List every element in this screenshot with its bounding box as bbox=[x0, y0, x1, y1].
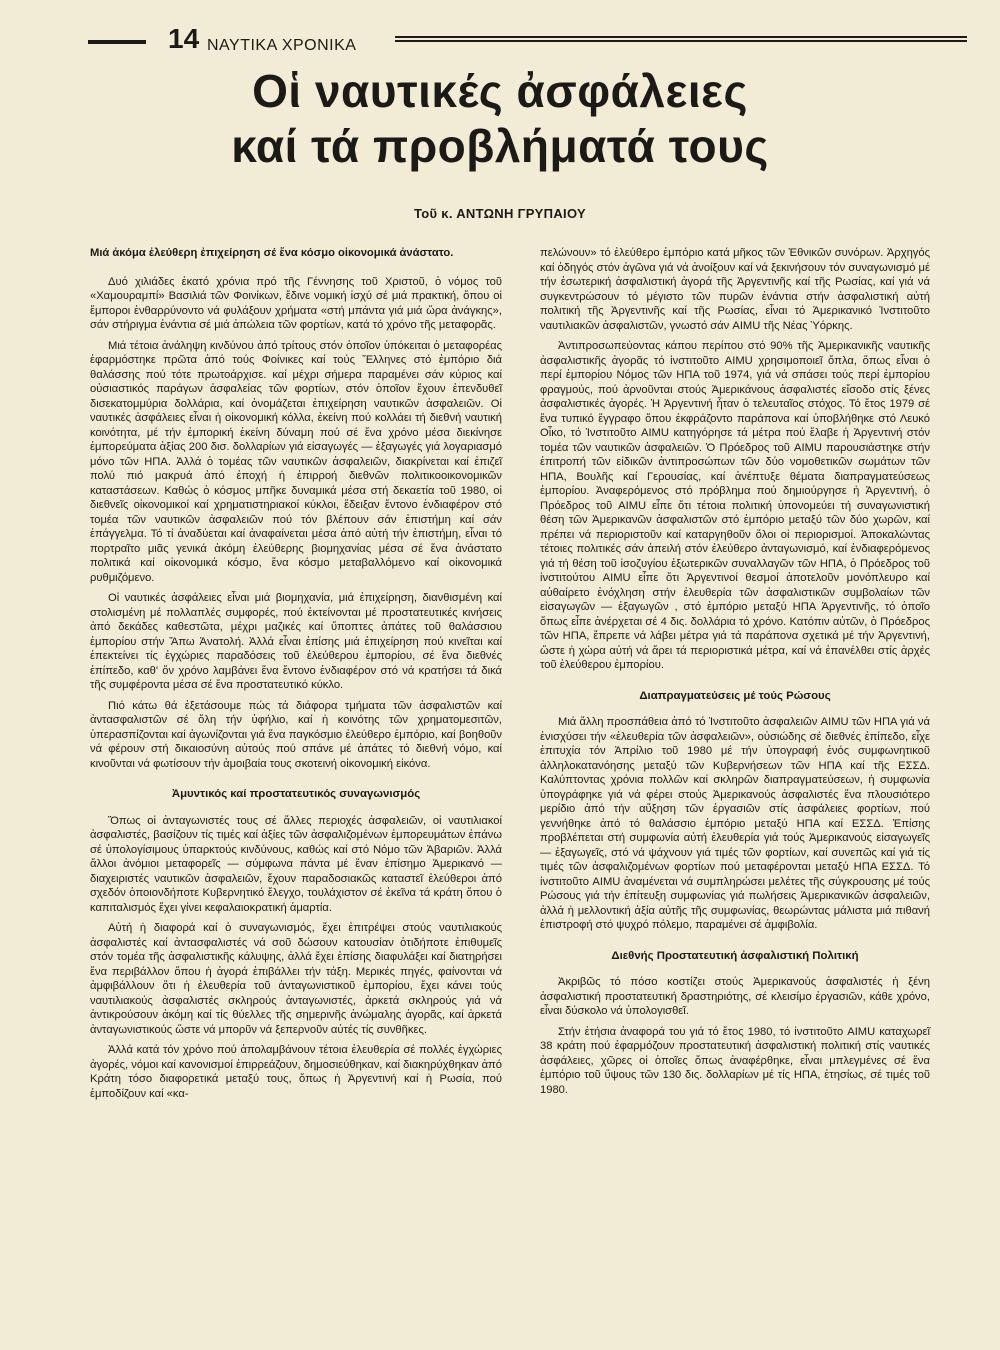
paragraph: Ἀκριβῶς τό πόσο κοστίζει στούς Ἀμερικανούς ἀσφαλιστές ἡ ξένη ἀσφαλιστική προστατευτική δραστηριότης, σέ κλεισίμο ἐργασιῶν, κάθε χρόνο, εἶναι δύσκολο νά ὑπολογισθεῖ. bbox=[540, 976, 930, 1017]
paragraph: Αὐτή ἡ διαφορά καί ὁ συναγωνισμός, ἔχει ἐπιτρέψει στούς ναυτιλιακούς ἀσφαλιστές καί ἀντασφαλιστές νά σοῦ δώσουν κατουσίαν ὁτιδήποτε ἐπιθυμεῖς στόν τομέα τῆς ἀσφαλιστικῆς κάλυψης, ἀλλά ἔχει ἐπίσης διαφυλάξει καί διατηρήσει ἕνα περιβάλλον ὅπου ἡ ἀγορά ἐπιβάλλει τήν τάξη. Μερικές πηγές, φαίνονται νά ἀμφιβάλλουν ὅτι ἡ ἐλευθερία τοῦ ἀνταγωνιστικοῦ ἐμπορίου, ἔχει κάνει τούς ναυτιλιακούς ἀσφαλιστές σκληρούς ἀνταγωνιστές, ἀρκετά σκληρούς γιά νά ἀντικρούσουν ἀκόμη καί τίς θύελλες τῆς σημερινῆς ἀνώμαλης ἀγορᾶς, καί ἀρκετά ἀνταγωνιστικούς ὥστε νά μπορῦν νά ξεπερνοῦν αὐτές τίς συνθῆκες. bbox=[90, 922, 502, 1036]
paragraph: Στήν ἐτήσια ἀναφορά του γιά τό ἔτος 1980, τό ἰνστιτοῦτο AIMU καταχωρεῖ 38 κράτη πού ἐφαρμόζουν προστατευτική ἀσφαλιστική πολιτική στίς ναυτικές ἀσφάλειες, χῶρες οἱ ὁποῖες ὅπως ἀναφέρθηκε, εἶναι μπλεγμένες σέ ἕνα ἐμπόριο τοῦ ὕψους τῶν 130 δις. δολλαρίων μέ τίς ΗΠΑ, ἐτησίως, σέ τιμές τοῦ 1980. bbox=[540, 1025, 930, 1096]
subheading: Διαπραγματεύσεις μέ τούς Ρώσους bbox=[639, 689, 831, 702]
article-lede: Μιά ἀκόμα ἐλεύθερη ἐπιχείρηση σέ ἕνα κόσμο οἰκονομικά ἀνάστατο. bbox=[90, 247, 454, 259]
author-byline: Τοῦ κ. ΑΝΤΩΝΗ ΓΡΥΠΑΙΟΥ bbox=[414, 206, 586, 221]
title-line-2: καί τά προβλήματά τους bbox=[231, 120, 769, 172]
paragraph: Πιό κάτω θά ἐξετάσουμε πώς τά διάφορα τμήματα τῶν ἀσφαλιστῶν καί ἀντασφαλιστῶν σέ ὅλη τήν ὑφήλιο, καί ἡ κοινότης τῶν χρηματομεσιτῶν, ὑπερασπίζονται καί ἀγωνίζονται γιά ἕνα παγκόσμιο ἐλεύθερο ἐμπόριο, καί βοηθοῦν νά φέρουν στή δικαιοσύνη αὐτούς πού σπάνε μέ ἀπάτες τό διεθνή νόμο, καί κινοῦνται νά φωτίσουν τήν ἀμοιβαία τους σκοτεινή οἰκονομική εἰκόνα. bbox=[90, 699, 502, 770]
magazine-name: ΝΑΥΤΙΚΑ ΧΡΟΝΙΚΑ bbox=[207, 37, 357, 54]
left-column bbox=[90, 246, 502, 1107]
paragraph: πελώνουν» τό ἐλεύθερο ἐμπόριο κατά μῆκος τῶν Ἐθνικῶν συνόρων. Ἀρχηγός καί ὁδηγός στόν ἀγῶνα γιά νά ἀνοίξουν καί νά ξεκινήσουν τόν συναγωνισμό μέ τήν ἐσωτερική ἀσφαλιστική ἀγορά τῆς Ἀργεντινῆς καί τῆς Ρωσίας, καί γιά νά συγκεντρώσουν τό μέγιστο τῶν πυρῶν ἐνάντια στήν ἀσφαλιστική αὐτή πολιτική τῆς Ἀργεντινῆς καί τῆς Ρωσίας, εἶναι τό Ἀμερικανικό Ἰνστιτοῦτο ναυτιλιακῶν ἀσφαλιστῶν, γνωστό σάν AIMU τῆς Νέας Ὑόρκης. bbox=[540, 247, 930, 332]
paragraph: Μιά ἄλλη προσπάθεια ἀπό τό Ἰνστιτοῦτο ἀσφαλειῶν AIMU τῶν ΗΠΑ γιά νά ἐνισχύσει τήν «ἐλευθερία τῶν ἀσφαλειῶν», οὐσιώδης σέ διεθνές ἐπίπεδο, εἶχε ἐπιτυχία τόν Ἀπρίλιο τοῦ 1980 μέ τήν ὑπογραφή ἑνός συμφωνητικοῦ ἀλληλοκατανόησης μεταξύ τῶν Κυβερνήσεων τῶν ΗΠΑ καί τῆς ΕΣΣΔ. Καλύπτοντας χρόνια πολλῶν καί σκληρῶν διαπραγματεύσεων, ἡ συμφωνία ὑπογράφηκε γιά νά φέρει στούς Ἀμερικανούς ἀσφαλιστές ἕνα πλουσιότερο μερίδιο ἀπό τήν αὔξηση τῶν ἐργασιῶν στίς ἀσφάλειες φορτίων, πού γεννήθηκε ἀπό τό θαλάσσιο ἐμπόριο μεταξύ ΗΠΑ καί ΕΣΣΔ. Ἐπίσης προβλέπεται στή συμφωνία αὐτή ἐλευθερία γιά τούς Ἀμερικανούς εἰσαγωγεῖς — ἐξαγωγεῖς, στό νά ψάχνουν γιά τιμές τῶν φορτίων, καί συνεπῶς καί γιά τίς τιμές τῶν ἀσφαλιζομένων φορτίων πού μεταφέρονται μεταξύ ΗΠΑ ΕΣΣΔ. Τό ἰνστιτοῦτο AIMU ἀναμένεται νά συμπληρώσει μελέτες τῆς σύγκρουσης μέ τούς Ρώσους γιά τήν ἐπίτευξη συμφωνίας γιά πωλήσεις Ἀμερικανικῶν ἀσφαλειῶν, ἀλλά ἡ μελλοντική ἀξία αὐτῆς τῆς συμφωνίας, θεωρώντας μάλιστα μιά πιθανή ἐπιστροφή στό ψυχρό πόλεμο, παραμένει σέ ἀμφιβολία. bbox=[540, 716, 930, 931]
subheading: Διεθνής Προστατευτική ἀσφαλιστική Πολιτική bbox=[611, 949, 859, 962]
paragraph: Ἀλλά κατά τόν χρόνο πού ἀπολαμβάνουν τέτοια ἐλευθερία σέ πολλές ἐγχώριες ἀγορές, νόμοι καί κανονισμοί ἐπιρρεάζουν, δημοσιεύθηκαν, καί διακηρύχθηκαν ἀπό Κράτη τόσο διαφορετικά μεταξύ τους, ὅπως ἡ Ἀργεντινή καί ἡ Ρωσία, πού ἐμποδίζουν καί «κα- bbox=[90, 1044, 502, 1100]
article-title bbox=[0, 64, 1000, 174]
paragraph: Οἱ ναυτικές ἀσφάλειες εἶναι μιά βιομηχανία, μιά ἐπιχείρηση, διανθισμένη καί στολισμένη μέ πολλαπλές συμφορές, πού ἐκτείνονται μέ προστατευτικές κινήσεις ἀπό δεκάδες καθεστῶτα, μέχρι μαζικές καί ὕποπτες ἀπάτες τοῦ θαλάσσιου ἐμπορίου στήν Ἄπω Ἀνατολή. Ἀλλά εἶναι ἐπίσης μιά ἐπιχείρηση πού κινεῖται καί ἐπεκτείνει τίς ἐγχώριες παραδόσεις τοῦ ἐλεύθερου ἐμπορίου, σέ ἕνα διεθνές ἐπίπεδο, καθ' ὅν χρόνο λαμβάνει ἕνα ἔντονο ἐνδιαφέρον στό νά κρατήσει τά δικά τῆς συμφέροντα μέσα σέ ἕνα προστατευτικό κύκλο. bbox=[90, 592, 502, 691]
paragraph: Ἀντιπροσωπεύοντας κάπου περίπου στό 90% τῆς Ἀμερικανικῆς ναυτικῆς ἀσφαλιστικῆς ἀγορᾶς τό ἰνστιτοῦτο AIMU χρησιμοποιεῖ ὅπλα, ὅπως εἶναι ὁ περί ἐμπορίου Νόμος τῶν ΗΠΑ τοῦ 1974, γιά νά σπάσει τούς περί ἐμπορίου φραγμούς, πού ἀρνοῦνται στούς Ἀμερικάνους ἀσφαλιστές εἴσοδο στίς ξένες ἀσφαλιστικές ἀγορές. Ἡ Ἀργεντινή ἦταν ὁ τελευταῖος στόχος. Τό ἔτος 1979 σέ ἕνα τυπικό ἔγγραφο ὅπου ἐκφράζοντο παράπονα καί ὑποβλήθηκε στό Λευκό Οἶκο, τό Ἰνστιτοῦτο AIMU κατηγόρησε τά μέτρα πού ἔλαβε ἡ Ἀργεντινή στόν τομέα τῶν ναυτικῶν ἀσφαλειῶν. Ὁ Πρόεδρος τοῦ AIMU παρουσιάστηκε στήν ἐπιτροπή τῶν εἰδικῶν ἀντιπροσώπων τῶν δύο νομοθετικῶν σωμάτων τῶν ΗΠΑ, Βουλῆς καί Γερουσίας, καί ἀνέπτυξε θέματα διαπραγματεύσεως ἐμπορίου. Ἀναφερόμενος στό πρόβλημα πού δημιούργησε ἡ Ἀργεντινή, ὁ Πρόεδρος τοῦ AIMU εἶπε ὅτι τέτοια πολιτική ὑπονομεύει τή συναγωνιστική θέση τῶν Ἀμερικανῶν ἀσφαλιστῶν στό ἐμπόριο μεταξύ τῶν δύο χωρῶν, καί πρέπει νά περιοριστοῦν καί καταργηθοῦν ὅλοι οἱ περιορισμοί. Ἀποκαλώντας τέτοιες πολιτικές σάν ἀπειλή στόν ἐλεύθερο ἀνταγωνισμό, καί ἐνδιαφερόμενος γιά τή θέση τοῦ ἰσοζυγίου ἐξωτερικῶν συναλλαγῶν τῶν ΗΠΑ, ὁ Πρόεδρος τοῦ ἰνστιτούτου AIMU εἶπε ὅτι Ἀργεντινοί θεσμοί ἀποτελοῦν μονόπλευρο καί αὐθαίρετο ἐνόχληση στήν ἐλευθερία τῶν ἀσφαλιστικῶν συμβολαίων τῶν εἰσαγωγῶν — ἐξαγωγῶν , στό ἐμπόριο μεταξύ ΗΠΑ Ἀργεντινῆς, τό ὁποῖο ὅπως εἶπε ἀνέρχεται σέ 4 δις. δολλάρια τό χρόνο. Κατόπιν αὐτῶν, ὁ Πρόεδρος τῶν ΗΠΑ, ἔπρεπε νά λάβει μέτρα γιά τά παράπονα σχετικά μέ τήν Ἀργεντινή, ὥστε ἡ χώρα αὐτή νά ἄρει τά περιοριστικά μέτρα, καί νά ἐπανέλθει στίς ἀρχές τοῦ ἐλεύθερου ἐμπορίου. bbox=[540, 340, 930, 671]
paragraph: Μιά τέτοια ἀνάληψη κινδύνου ἀπό τρίτους στόν ὁποῖον ὑπόκειται ὁ μεταφορέας ἐφαρμόστηκε πρῶτα ἀπό τούς Φοίνικες καί τούς Ἕλληνες στό ἐμπόριο διά θαλάσσης πού τότε πρωτοάρχισε. καί μέχρι σήμερα παραμένει σάν κύριος καί οὐσιαστικός παράγων ἀσφαλείας τῶν φορτίων, στόν ὁποῖον ἔχουν ἐπενδυθεῖ δισεκατομμύρια δολλάρια, καί ὀνομάζεται ἐπιχείρηση ναυτικῶν ἀσφαλειῶν. Οἱ ναυτικές ἀσφάλειες εἶναι ἡ οἰκονομική κόλλα, ἐκείνη πού κολλάει τή διεθνή ναυτική κοινότητα, μέ τήν ἐμπορική ἐκείνη δύναμη πού σέ ἕνα χρόνο μέσα διεκίνησε ἐμπορεύματα ἀξίας 200 δισ. δολλαρίων γιά εἰσαγωγές — ἐξαγωγές γιά λογαριασμό μόνο τῶν ΗΠΑ. Ἀλλά ὁ τομέας τῶν ναυτικῶν ἀσφαλειῶν, διακρίνεται καί ἐπιζεῖ πολύ πιό μακρυά ἀπό ἐποχή ἡ ἐπιρροή διεθνῶν πολιτικοοικονομικῶν καταστάσεων. Καθώς ὁ κόσμος μπῆκε δυναμικά μέσα στή δεκαετία τοῦ 1980, οἱ διεθνεῖς οἰκονομικοί καί χρηματιστηριακοί κύκλοι, ἔδειξαν ἔντονο ἐνδιαφέρον στό τομέα τῶν ναυτικῶν ἀσφαλειῶν πού τόν βλέπουν σάν ἐπιστήμη καί σάν ἐπάγγελμα. Τό τί ἀναδύεται καί ἀναφαίνεται μέσα ἀπό αὐτή τήν ἐπιστήμη, εἶναι τό πορτραῖτο μιᾶς γενικά ἀκόμη ἐλεύθερης βιομηχανίας μέσα σέ ἕνα ἀνάστατο πολιτικά καί οἰκονομικά κόσμο, ἕνα κόσμο μεταβαλλόμενο καί οἰκονομικά ρυθμιζόμενο. bbox=[90, 339, 502, 584]
header-rule-left bbox=[88, 40, 146, 44]
paragraph: Ὅπως οἱ ἀνταγωνιστές τους σέ ἄλλες περιοχές ἀσφαλειῶν, οἱ ναυτιλιακοί ἀσφαλιστές, βασίζουν τίς τιμές καί ἀξίες τῶν ἀσφαλιζομένων ἐμπορευμάτων ἐπάνω σέ ὑπολογίσιμους ὑπαρκτούς κινδύνους, καθώς καί στό Νόμο τῶν Ἀβαριῶν. Ἀλλά ἄλλοι ἀνόμιοι μεταφορεῖς — σύμφωνα πάντα μέ ἕναν ἐπίσημο Ἀμερικανό — διαχειριστές ναυτικῶν ἀσφαλειῶν, ἔχουν παραδοσιακῶς καταστεῖ ἐλεύθεροι ἀπό σχεδόν ὁποιονδήποτε Κυβερνητικό ἔλεγχο, τουλάχιστον σέ ἐκεῖνα τά κράτη ὅπου ὁ καπιταλισμός ἔχει γίνει κεφαλαιοκρατική ἁμαρτία. bbox=[90, 814, 502, 914]
header-rule-right bbox=[395, 36, 967, 42]
subheading: Ἀμυντικός καί προστατευτικός συναγωνισμός bbox=[171, 788, 421, 800]
page-number: 14 bbox=[168, 23, 200, 54]
title-line-1: Οἱ ναυτικές ἀσφάλειες bbox=[252, 65, 748, 117]
right-column bbox=[540, 246, 930, 1103]
paragraph: Δυό χιλιάδες ἑκατό χρόνια πρό τῆς Γέννησης τοῦ Χριστοῦ, ὁ νόμος τοῦ «Χαμουραμπί» Βασιλιά τῶν Φοινίκων, ἔδινε νομική ἰσχύ σέ μιά πρακτική, ὅπου οἱ ἔμποροι ἐνθαρρύνοντο νά φυλάξουν χρήματα «στή μπάντα γιά μιά ὥρα ἀνάγκης», σάν στήριγμα ἐνάντια σέ μιά ἀπώλεια τῶν φορτίων, κατά τό χρόνο τῆς μεταφορᾶς. bbox=[90, 275, 502, 331]
